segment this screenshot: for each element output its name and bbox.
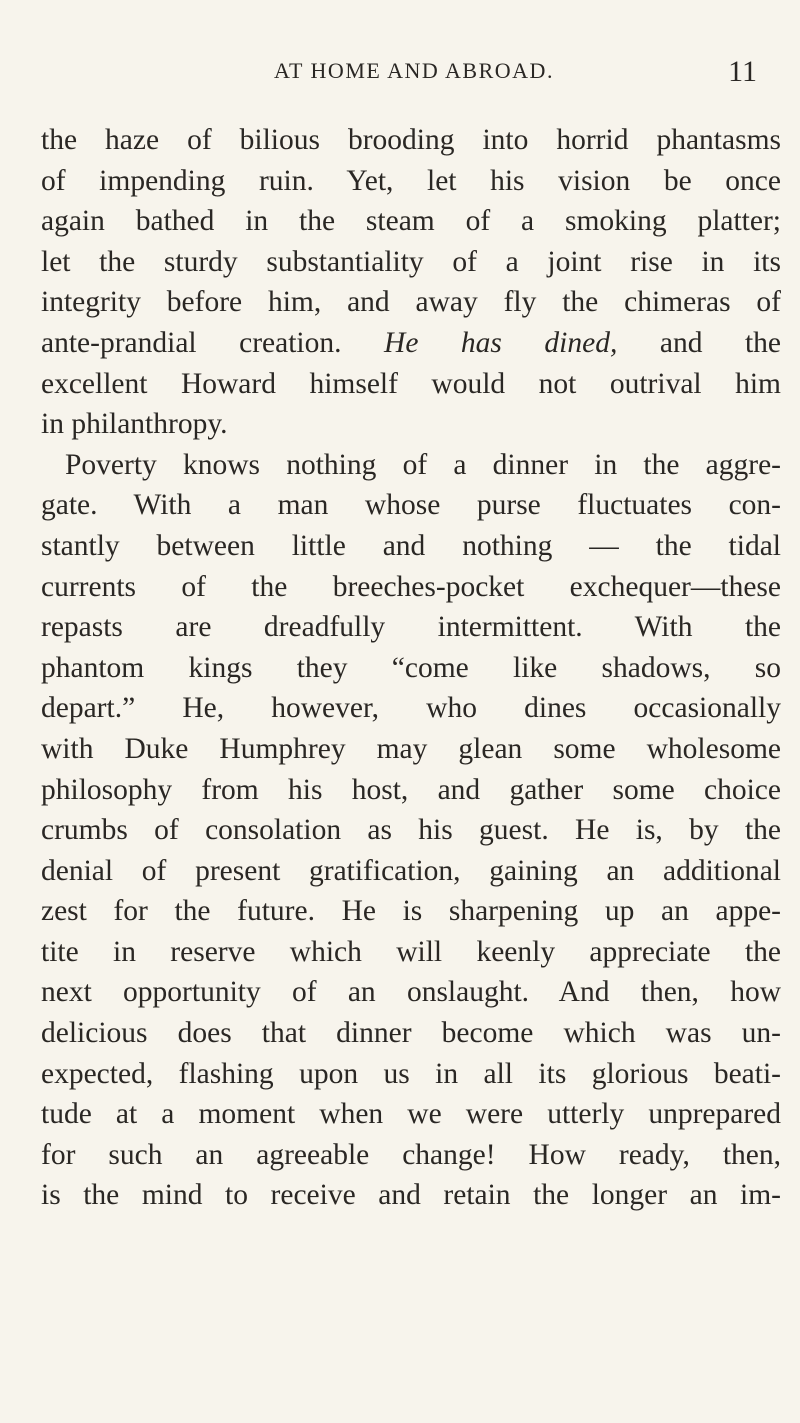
text-line: the haze of bilious brooding into horrid phantasms (41, 124, 781, 156)
text-line: gate. With a man whose purse fluctuates con- (41, 489, 781, 522)
text-line: tude at a moment when we were utterly unprepared (41, 1098, 781, 1131)
text-line: stantly between little and nothing — the tidal (41, 529, 781, 562)
text-line: let the sturdy substantiality of a joint rise in its (41, 245, 781, 278)
text-line: for such an agreeable change! How ready, then, (41, 1138, 781, 1171)
body-text (41, 120, 781, 1216)
italic-phrase: He has dined, (384, 326, 618, 359)
text-line: expected, flashing upon us in all its glorious beati- (41, 1057, 781, 1090)
text-run: and the (617, 326, 782, 359)
text-line: phantom kings they “come like shadows, so (41, 651, 781, 684)
text-line: tite in reserve which will keenly appreciate the (41, 935, 781, 968)
running-head (40, 55, 760, 98)
text-line: of impending ruin. Yet, let his vision be once (41, 164, 781, 197)
page-number: 11 (728, 55, 757, 88)
text-line: next opportunity of an onslaught. And then, how (41, 976, 781, 1009)
paragraph-start-line: Poverty knows nothing of a dinner in the aggre- (65, 448, 781, 481)
text-line (41, 323, 781, 364)
running-title: AT HOME AND ABROAD. (274, 58, 554, 83)
text-line: repasts are dreadfully intermittent. With the (41, 611, 781, 644)
text-line: currents of the breeches-pocket exchequer—these (41, 570, 781, 603)
paragraph-end-line: in philanthropy. (41, 408, 228, 441)
text-line: is the mind to receive and retain the longer an im- (41, 1179, 781, 1212)
text-line: again bathed in the steam of a smoking platter; (41, 205, 781, 238)
text-line: denial of present gratification, gaining an additional (41, 854, 781, 887)
text-line: with Duke Humphrey may glean some wholesome (41, 732, 781, 765)
text-line: delicious does that dinner become which was un- (41, 1017, 781, 1050)
text-line: integrity before him, and away fly the chimeras of (41, 286, 781, 319)
text-line: philosophy from his host, and gather some choice (41, 773, 781, 806)
text-line: depart.” He, however, who dines occasionally (41, 692, 781, 725)
text-line: crumbs of consolation as his guest. He is, by the (41, 814, 781, 847)
text-run: ante-prandial creation. (41, 326, 385, 359)
text-line: zest for the future. He is sharpening up an appe- (41, 895, 781, 928)
text-line: excellent Howard himself would not outrival him (41, 367, 781, 400)
